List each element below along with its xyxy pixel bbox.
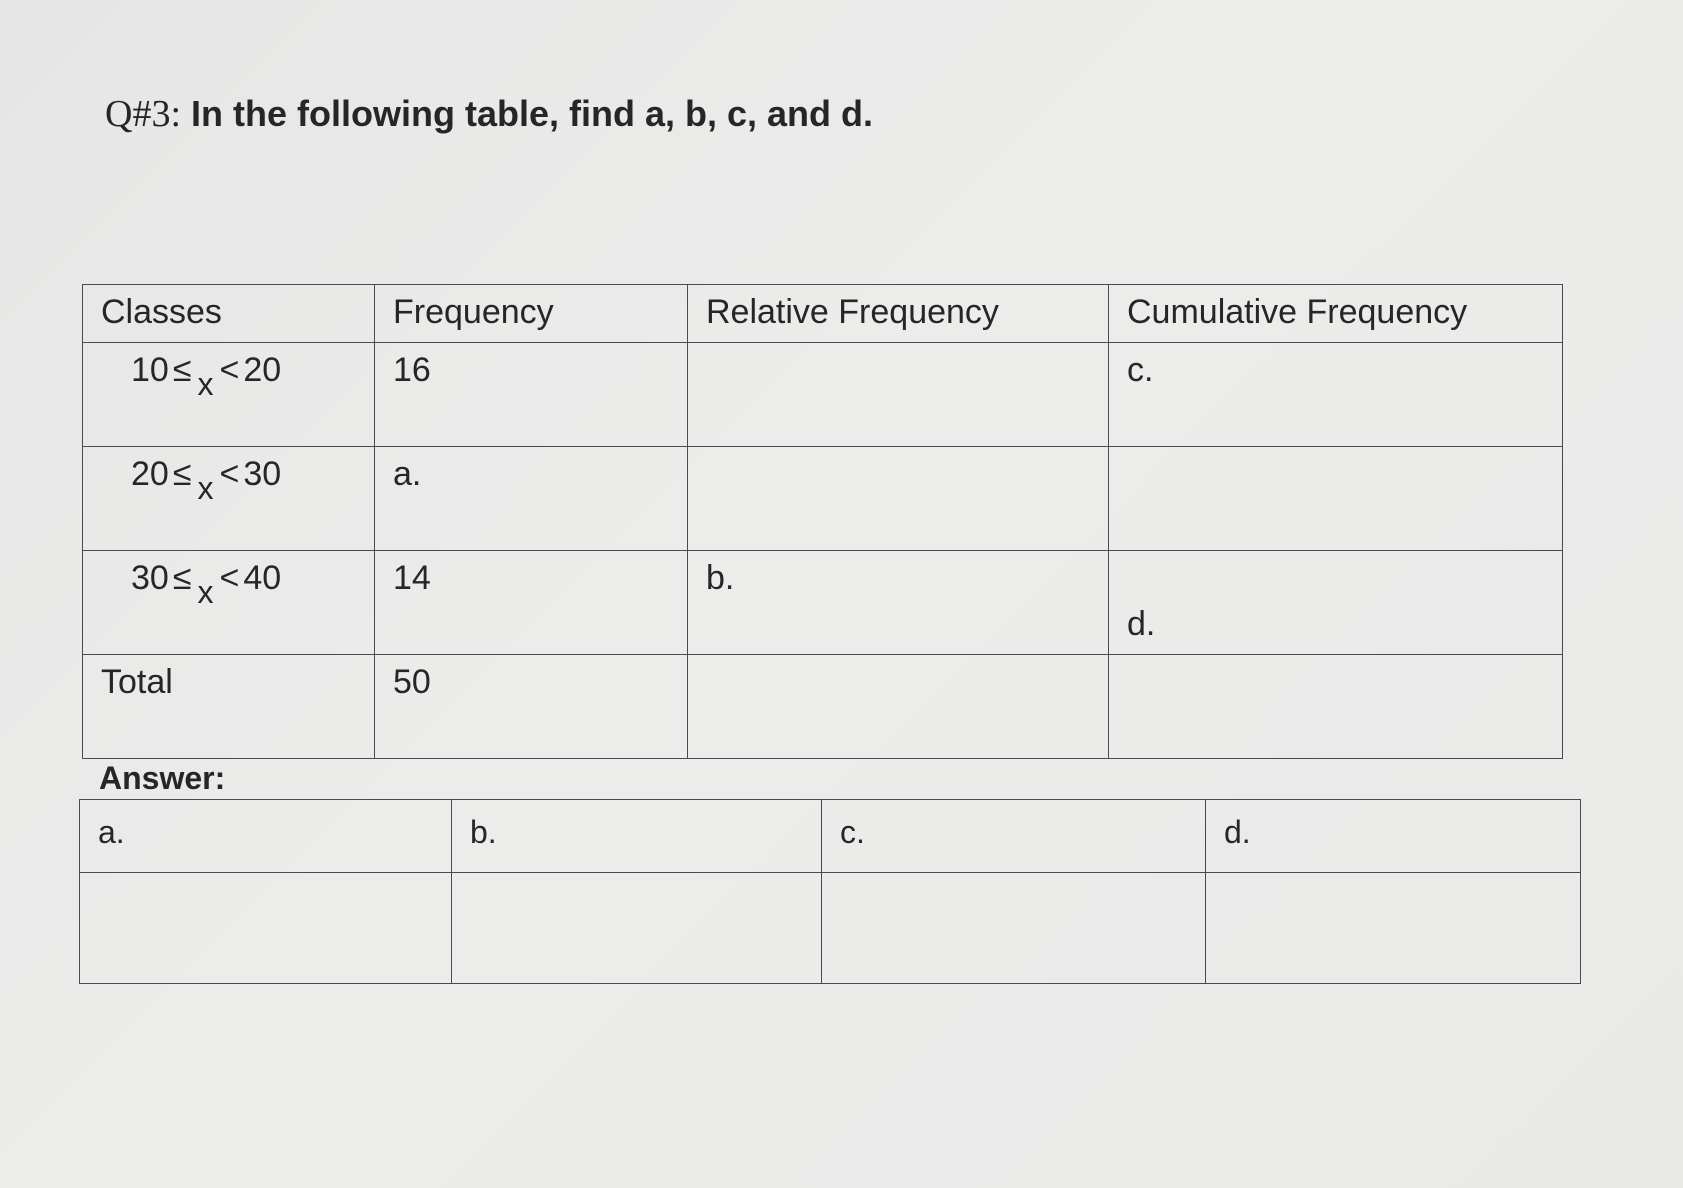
class-cell	[83, 447, 375, 551]
question-number: Q#3:	[105, 93, 181, 135]
lt-symbol: <	[219, 455, 240, 493]
frequency-cell: 14	[375, 551, 688, 655]
header-classes: Classes	[83, 285, 375, 343]
answer-field-a[interactable]	[80, 873, 452, 984]
class-upper-bound: 20	[243, 351, 282, 389]
variable-x: x	[197, 366, 214, 402]
answer-value-row	[80, 873, 1581, 984]
relative-frequency-cell	[688, 447, 1109, 551]
frequency-table	[82, 284, 1563, 759]
answer-field-d[interactable]	[1206, 873, 1581, 984]
le-symbol: ≤	[172, 559, 192, 597]
lt-symbol: <	[219, 559, 240, 597]
cumulative-frequency-cell: c.	[1109, 343, 1563, 447]
frequency-cell: 16	[375, 343, 688, 447]
cumulative-frequency-cell	[1109, 551, 1563, 655]
answer-header-b: b.	[452, 800, 822, 873]
answer-header-c: c.	[822, 800, 1206, 873]
answer-header-d: d.	[1206, 800, 1581, 873]
total-label: Total	[83, 655, 375, 759]
class-lower-bound: 10	[131, 351, 169, 389]
question-heading	[105, 92, 873, 136]
class-cell	[83, 343, 375, 447]
cumulative-frequency-label: d.	[1127, 605, 1156, 643]
table-row	[83, 343, 1563, 447]
total-cumulative-frequency	[1109, 655, 1563, 759]
table-row	[83, 551, 1563, 655]
answer-table	[79, 799, 1581, 984]
class-upper-bound: 30	[243, 455, 282, 493]
answer-field-b[interactable]	[452, 873, 822, 984]
total-frequency: 50	[375, 655, 688, 759]
class-cell	[83, 551, 375, 655]
relative-frequency-cell	[688, 343, 1109, 447]
total-relative-frequency	[688, 655, 1109, 759]
question-text: In the following table, find a, b, c, and d.	[191, 93, 874, 134]
le-symbol: ≤	[172, 351, 192, 389]
lt-symbol: <	[219, 351, 240, 389]
answer-header-a: a.	[80, 800, 452, 873]
le-symbol: ≤	[172, 455, 192, 493]
answer-header-row	[80, 800, 1581, 873]
table-header-row	[83, 285, 1563, 343]
class-upper-bound: 40	[243, 559, 282, 597]
answer-label: Answer:	[99, 760, 226, 796]
relative-frequency-cell: b.	[688, 551, 1109, 655]
header-cumulative-frequency: Cumulative Frequency	[1109, 285, 1563, 343]
cumulative-frequency-cell	[1109, 447, 1563, 551]
class-lower-bound: 30	[131, 559, 169, 597]
answer-field-c[interactable]	[822, 873, 1206, 984]
variable-x: x	[197, 470, 214, 506]
header-frequency: Frequency	[375, 285, 688, 343]
table-total-row	[83, 655, 1563, 759]
class-lower-bound: 20	[131, 455, 169, 493]
variable-x: x	[197, 574, 214, 610]
header-relative-frequency: Relative Frequency	[688, 285, 1109, 343]
frequency-cell: a.	[375, 447, 688, 551]
table-row	[83, 447, 1563, 551]
